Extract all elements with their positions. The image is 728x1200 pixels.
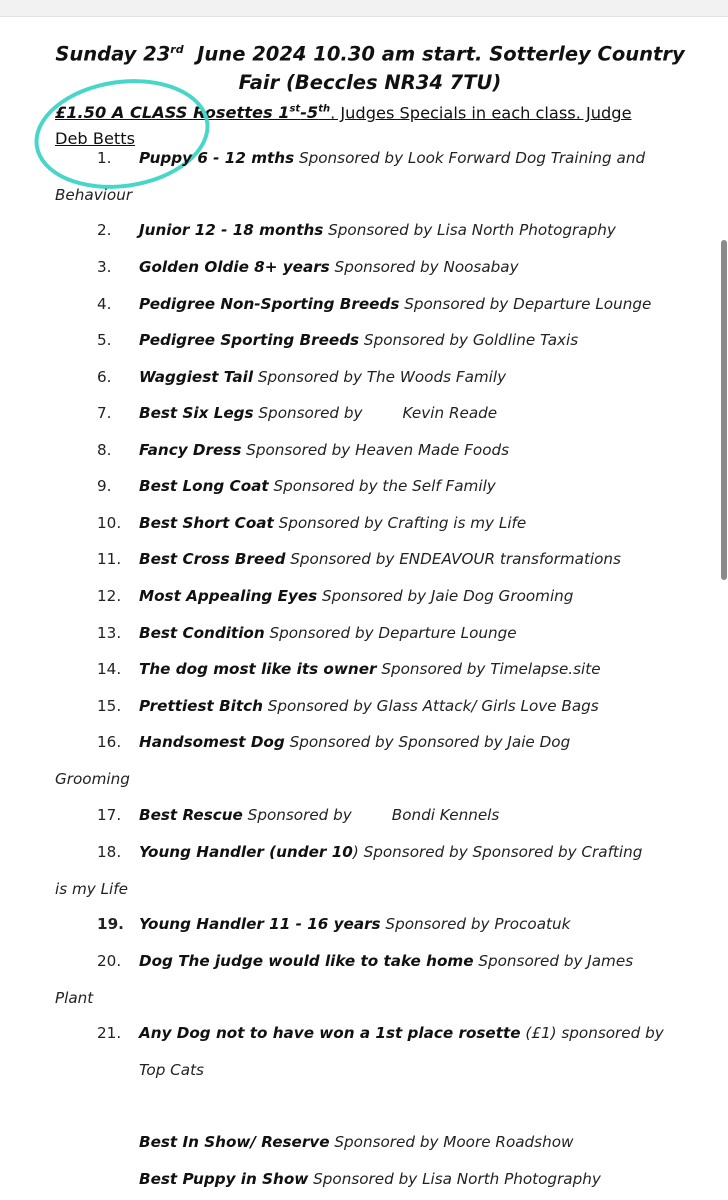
class-item: 2. Junior 12 - 18 months Sponsored by Lisa North Photography [97,221,616,239]
class-item: 19. Young Handler 11 - 16 years Sponsored by Procoatuk [97,915,571,933]
class-item: 1. Puppy 6 - 12 mths Sponsored by Look Forward Dog Training and Behaviour [55,149,646,204]
class-item: 15. Prettiest Bitch Sponsored by Glass Attack/ Girls Love Bags [97,697,599,715]
class-item: 14. The dog most like its owner Sponsored by Timelapse.site [97,660,601,678]
class-item: 11. Best Cross Breed Sponsored by ENDEAVOUR transformations [97,550,621,568]
class-item: 9. Best Long Coat Sponsored by the Self Family [97,477,496,495]
class-item: 13. Best Condition Sponsored by Departure Lounge [97,624,517,642]
class-item: 10. Best Short Coat Sponsored by Crafting is my Life [97,514,527,532]
best-puppy-award: Best Puppy in Show Sponsored by Lisa North Photography [139,1170,601,1188]
class-item: 18. Young Handler (under 10) Sponsored by Sponsored by Crafting is my Life [55,843,643,898]
viewer-top-bar [0,0,728,17]
class-item: 8. Fancy Dress Sponsored by Heaven Made Foods [97,441,510,459]
class-item: 3. Golden Oldie 8+ years Sponsored by Noosabay [97,258,519,276]
best-in-show-award: Best In Show/ Reserve Sponsored by Moore Roadshow [139,1133,574,1151]
class-item: 21. Any Dog not to have won a 1st place rosette (£1) sponsored by Top Cats [97,1024,664,1079]
class-info: £1.50 A CLASS Rosettes 1st-5th. Judges Specials in each class. Judge Deb Betts [55,103,632,149]
class-item: 17. Best Rescue Sponsored by Bondi Kennels [97,806,500,824]
class-item: 20. Dog The judge would like to take home Sponsored by James Plant [55,952,634,1007]
scrollbar-thumb[interactable] [721,240,727,580]
judge-name: Deb Betts [55,129,136,149]
class-item: 7. Best Six Legs Sponsored by Kevin Reade [97,404,498,422]
class-item: 16. Handsomest Dog Sponsored by Sponsored by Jaie Dog Grooming [55,733,571,788]
class-item: 5. Pedigree Sporting Breeds Sponsored by Goldline Taxis [97,331,579,349]
page-title: Sunday 23rd June 2024 10.30 am start. Sotterley Country Fair (Beccles NR34 7TU) [55,42,685,94]
class-item: 4. Pedigree Non-Sporting Breeds Sponsored by Departure Lounge [97,295,652,313]
class-item: 6. Waggiest Tail Sponsored by The Woods Family [97,368,507,386]
class-item: 12. Most Appealing Eyes Sponsored by Jaie Dog Grooming [97,587,574,605]
